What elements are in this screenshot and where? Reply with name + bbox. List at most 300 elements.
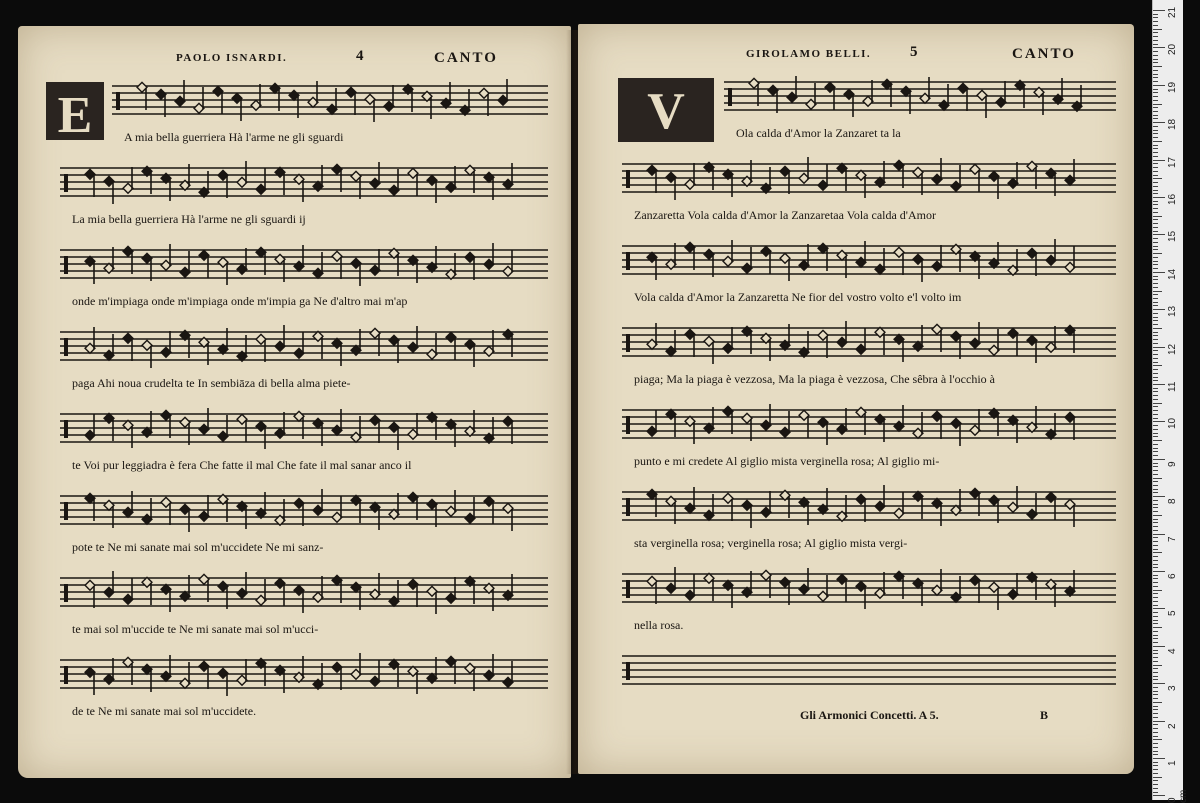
music-note	[484, 243, 494, 269]
music-note	[389, 248, 399, 276]
ruler-minor-tick	[1153, 399, 1158, 400]
music-note	[894, 492, 904, 518]
music-note	[503, 416, 513, 444]
measurement-ruler	[1152, 0, 1189, 803]
music-note	[799, 244, 809, 270]
ruler-tick	[1153, 85, 1165, 86]
music-note	[977, 90, 987, 118]
music-note	[913, 412, 923, 438]
music-note	[384, 85, 394, 111]
music-note	[1046, 579, 1056, 607]
music-note	[370, 573, 380, 599]
ruler-minor-tick	[1153, 283, 1158, 284]
ruler-minor-tick	[1153, 444, 1158, 445]
music-note	[856, 328, 866, 354]
music-note	[1065, 246, 1075, 272]
right-staff	[622, 566, 1116, 610]
music-note	[389, 422, 399, 450]
ruler-minor-tick	[1153, 642, 1158, 643]
left-lyric-line: pote te Ne mi sanate mai sol m'uccidete Ne mi sanz-	[72, 540, 324, 554]
music-note	[742, 413, 752, 441]
ruler-minor-tick	[1153, 328, 1162, 329]
ruler-minor-tick	[1153, 702, 1162, 703]
music-note	[199, 661, 209, 689]
ruler-minor-tick	[1153, 736, 1158, 737]
music-note	[332, 251, 342, 279]
ruler-label: 4	[1167, 648, 1178, 654]
ruler-minor-tick	[1153, 148, 1158, 149]
music-note	[199, 495, 209, 521]
ruler-tick	[1153, 272, 1165, 273]
ruler-tick	[1153, 122, 1165, 123]
right-lyric-line: sta verginella rosa; verginella rosa; Al giglio mista vergi-	[634, 536, 908, 550]
ruler-label: 8	[1167, 498, 1178, 505]
ruler-minor-tick	[1153, 257, 1158, 258]
music-note	[932, 498, 942, 526]
music-note	[913, 491, 923, 519]
clef-icon	[626, 580, 630, 598]
right-lyric-line: piaga; Ma la piaga è vezzosa, Ma la piaga è vezzosa, Che sêbra à l'occhio à	[634, 372, 995, 386]
right-staff	[622, 402, 1116, 446]
music-note	[294, 498, 304, 526]
ruler-minor-tick	[1153, 268, 1158, 269]
right-lyric-line: Zanzaretta Vola calda d'Amor la Zanzaretaa Vola calda d'Amor	[634, 208, 936, 222]
left-header-part: CANTO	[434, 50, 498, 66]
music-note	[332, 409, 342, 435]
music-note	[685, 242, 695, 270]
left-lyric-line: de te Ne mi sanate mai sol m'uccidete.	[72, 704, 257, 718]
ruler-minor-tick	[1153, 261, 1158, 262]
ruler-label: 17	[1167, 156, 1178, 168]
left-dropcap	[46, 82, 104, 144]
ruler-minor-tick	[1153, 279, 1158, 280]
ruler-minor-tick	[1153, 661, 1158, 662]
left-staff	[60, 570, 548, 614]
left-lyric-line: A mia bella guerriera Hà l'arme ne gli sguardi	[124, 130, 344, 144]
music-note	[875, 248, 885, 274]
music-note	[427, 657, 437, 683]
music-note	[799, 497, 809, 525]
ruler-minor-tick	[1153, 59, 1158, 60]
music-note	[723, 327, 733, 353]
ruler-minor-tick	[1153, 489, 1158, 490]
left-header-author: PAOLO ISNARDI.	[176, 52, 288, 64]
music-note	[932, 245, 942, 271]
ruler-minor-tick	[1153, 276, 1158, 277]
ruler-minor-tick	[1153, 391, 1158, 392]
ruler-minor-tick	[1153, 62, 1158, 63]
music-note	[856, 170, 866, 198]
music-note	[408, 579, 418, 607]
ruler-minor-tick	[1153, 717, 1158, 718]
left-lyric-line: te mai sol m'uccide te Ne mi sanate mai sol m'ucci-	[72, 622, 319, 636]
music-note	[351, 329, 361, 355]
music-note	[894, 405, 904, 431]
right-lyric-line: punto e mi credete Al giglio mista verginella rosa; Al giglio mi-	[634, 454, 940, 468]
right-footer-title: Gli Armonici Concetti. A 5.	[800, 708, 939, 722]
left-lyric-line: paga Ahi noua crudelta te In sembiāza di bella alma piete-	[72, 376, 351, 390]
music-note	[465, 663, 475, 691]
ruler-minor-tick	[1153, 100, 1158, 101]
music-note	[218, 668, 228, 696]
ruler-minor-tick	[1153, 657, 1158, 658]
music-note	[237, 248, 247, 274]
ruler-minor-tick	[1153, 324, 1158, 325]
ruler-tick	[1153, 721, 1165, 722]
music-note	[647, 252, 657, 280]
music-note	[389, 580, 399, 606]
ruler-minor-tick	[1153, 44, 1158, 45]
ruler-minor-tick	[1153, 156, 1158, 157]
music-note	[704, 573, 714, 601]
ruler-minor-tick	[1153, 635, 1158, 636]
music-note	[161, 655, 171, 681]
ruler-tick	[1153, 683, 1165, 684]
clef-icon	[626, 252, 630, 270]
ruler-minor-tick	[1153, 104, 1162, 105]
right-staff	[622, 156, 1116, 200]
music-note	[275, 412, 285, 438]
ruler-label: 3	[1167, 685, 1178, 692]
music-note	[742, 571, 752, 597]
music-note	[275, 325, 285, 351]
ruler-minor-tick	[1153, 249, 1158, 250]
music-note	[332, 164, 342, 192]
ruler-minor-tick	[1153, 350, 1158, 351]
ruler-tick	[1153, 534, 1165, 535]
music-note	[123, 491, 133, 517]
ruler-tick	[1153, 384, 1165, 385]
music-note	[761, 491, 771, 517]
ruler-label: 15	[1167, 231, 1178, 243]
music-note	[351, 653, 361, 679]
ruler-minor-tick	[1153, 343, 1158, 344]
music-note	[1065, 159, 1075, 185]
music-note	[275, 665, 285, 693]
ruler-minor-tick	[1153, 238, 1158, 239]
music-note	[856, 494, 866, 522]
music-note	[647, 576, 657, 604]
music-note	[666, 567, 676, 593]
music-note	[685, 329, 695, 357]
ruler-minor-tick	[1153, 32, 1158, 33]
music-note	[85, 414, 95, 440]
music-note	[427, 499, 437, 527]
ruler-tick	[1153, 795, 1165, 796]
ruler-tick	[1153, 421, 1165, 422]
music-note	[1046, 326, 1056, 352]
ruler-minor-tick	[1153, 631, 1158, 632]
ruler-minor-tick	[1153, 724, 1158, 725]
music-note	[313, 576, 323, 602]
music-note	[161, 331, 171, 357]
music-note	[308, 81, 318, 107]
ruler-minor-tick	[1153, 193, 1158, 194]
ruler-minor-tick	[1153, 627, 1162, 628]
music-note	[939, 84, 949, 110]
right-header-page-number: 5	[910, 44, 918, 60]
right-staff	[622, 238, 1116, 282]
ruler-minor-tick	[1153, 709, 1158, 710]
ruler-minor-tick	[1153, 298, 1158, 299]
music-note	[408, 413, 418, 439]
music-note	[161, 410, 171, 438]
music-note	[370, 328, 380, 356]
ruler-minor-tick	[1153, 51, 1158, 52]
music-note	[647, 323, 657, 349]
ruler-minor-tick	[1153, 650, 1158, 651]
ruler-minor-tick	[1153, 448, 1158, 449]
ruler-minor-tick	[1153, 403, 1162, 404]
ruler-minor-tick	[1153, 751, 1158, 752]
ruler-minor-tick	[1153, 14, 1158, 15]
ruler-minor-tick	[1153, 425, 1158, 426]
ruler-minor-tick	[1153, 21, 1158, 22]
ruler-minor-tick	[1153, 175, 1158, 176]
ruler-minor-tick	[1153, 291, 1162, 292]
ruler-tick	[1153, 47, 1165, 48]
music-note	[484, 583, 494, 611]
music-note	[920, 77, 930, 103]
ruler-minor-tick	[1153, 208, 1158, 209]
ruler-minor-tick	[1153, 264, 1158, 265]
ruler-minor-tick	[1153, 111, 1158, 112]
ruler-minor-tick	[1153, 451, 1158, 452]
ruler-minor-tick	[1153, 541, 1158, 542]
music-note	[256, 168, 266, 194]
music-note	[389, 493, 399, 519]
music-note	[294, 332, 304, 358]
left-lyric-line: te Voi pur leggiadra è fera Che fatte il mal Che fate il mal sanar anco il	[72, 458, 412, 472]
ruler-minor-tick	[1153, 335, 1158, 336]
ruler-minor-tick	[1153, 365, 1162, 366]
ruler-minor-tick	[1153, 492, 1158, 493]
ruler-label: 7	[1167, 536, 1178, 542]
ruler-minor-tick	[1153, 623, 1158, 624]
ruler-tick	[1153, 646, 1165, 647]
music-note	[913, 325, 923, 351]
music-note	[1046, 239, 1056, 265]
ruler-minor-tick	[1153, 638, 1158, 639]
music-note	[327, 88, 337, 114]
music-note	[408, 666, 418, 694]
ruler-minor-tick	[1153, 732, 1158, 733]
ruler-minor-tick	[1153, 575, 1158, 576]
music-note	[332, 496, 342, 522]
music-note	[704, 336, 714, 364]
music-note	[647, 165, 657, 193]
ruler-minor-tick	[1153, 305, 1158, 306]
ruler-label: 12	[1167, 343, 1178, 355]
ruler-minor-tick	[1153, 519, 1158, 520]
music-note	[704, 249, 714, 277]
ruler-minor-tick	[1153, 537, 1158, 538]
ruler-minor-tick	[1153, 25, 1158, 26]
music-note	[332, 338, 342, 366]
clef-icon	[626, 498, 630, 516]
music-note	[104, 571, 114, 597]
ruler-minor-tick	[1153, 478, 1162, 479]
clef-icon	[64, 256, 68, 274]
music-note	[199, 574, 209, 602]
music-note	[503, 250, 513, 276]
music-note	[446, 419, 456, 447]
music-note	[498, 79, 508, 105]
ruler-minor-tick	[1153, 242, 1158, 243]
ruler-minor-tick	[1153, 70, 1158, 71]
music-note	[218, 170, 228, 198]
ruler-minor-tick	[1153, 362, 1158, 363]
clef-icon	[64, 584, 68, 602]
ruler-minor-tick	[1153, 227, 1158, 228]
music-note	[104, 334, 114, 360]
ruler-minor-tick	[1153, 223, 1158, 224]
ruler-label: 19	[1167, 81, 1178, 93]
ruler-minor-tick	[1153, 530, 1158, 531]
ruler-minor-tick	[1153, 567, 1158, 568]
ruler-minor-tick	[1153, 556, 1158, 557]
ruler-label: 14	[1167, 268, 1178, 280]
music-note	[970, 251, 980, 279]
ruler-minor-tick	[1153, 190, 1158, 191]
ruler-minor-tick	[1153, 414, 1158, 415]
music-note	[780, 166, 790, 194]
music-note	[685, 416, 695, 444]
ruler-minor-tick	[1153, 597, 1158, 598]
left-staff	[60, 242, 548, 286]
right-staff	[622, 648, 1116, 692]
ruler-minor-tick	[1153, 522, 1158, 523]
ruler-minor-tick	[1153, 77, 1158, 78]
ruler-minor-tick	[1153, 380, 1158, 381]
ruler-label: 11	[1167, 381, 1178, 392]
ruler-minor-tick	[1153, 74, 1158, 75]
ruler-tick	[1153, 608, 1165, 609]
music-note	[1034, 87, 1044, 115]
music-note	[749, 78, 759, 106]
ruler-minor-tick	[1153, 769, 1158, 770]
ruler-label: 21	[1167, 6, 1178, 18]
right-staff	[622, 484, 1116, 528]
ruler-minor-tick	[1153, 780, 1158, 781]
ruler-minor-tick	[1153, 395, 1158, 396]
clef-icon	[626, 170, 630, 188]
ruler-minor-tick	[1153, 564, 1158, 565]
music-note	[503, 163, 513, 189]
music-note	[351, 416, 361, 442]
music-note	[932, 569, 942, 595]
music-note	[958, 83, 968, 111]
left-dropcap-letter: E	[57, 87, 93, 144]
ruler-minor-tick	[1153, 320, 1158, 321]
music-note	[85, 580, 95, 608]
music-note	[104, 413, 114, 441]
ruler-minor-tick	[1153, 455, 1158, 456]
music-note	[251, 84, 261, 110]
music-note	[1027, 572, 1037, 600]
ruler-minor-tick	[1153, 182, 1158, 183]
ruler-minor-tick	[1153, 429, 1158, 430]
music-note	[465, 576, 475, 604]
ruler-label: 20	[1167, 44, 1178, 56]
ruler-tick	[1153, 347, 1165, 348]
ruler-minor-tick	[1153, 246, 1158, 247]
ruler-minor-tick	[1153, 145, 1158, 146]
music-note	[1027, 248, 1037, 276]
ruler-minor-tick	[1153, 616, 1158, 617]
music-note	[123, 167, 133, 193]
ruler-minor-tick	[1153, 130, 1158, 131]
music-note	[370, 249, 380, 275]
ruler-tick	[1153, 309, 1165, 310]
music-note	[351, 171, 361, 199]
ruler-label: 9	[1167, 461, 1178, 467]
music-note	[780, 577, 790, 605]
music-note	[218, 581, 228, 609]
music-note	[294, 245, 304, 271]
music-note	[142, 411, 152, 437]
music-note	[951, 489, 961, 515]
ruler-minor-tick	[1153, 605, 1158, 606]
music-note	[104, 247, 114, 273]
music-note	[685, 574, 695, 600]
music-note	[685, 163, 695, 189]
ruler-minor-tick	[1153, 485, 1158, 486]
music-note	[237, 161, 247, 187]
ruler-minor-tick	[1153, 163, 1158, 164]
ruler-label: 1	[1167, 760, 1178, 766]
ruler-minor-tick	[1153, 354, 1158, 355]
ruler-minor-tick	[1153, 788, 1158, 789]
ruler-minor-tick	[1153, 36, 1158, 37]
ruler-minor-tick	[1153, 777, 1162, 778]
ruler-minor-tick	[1153, 612, 1158, 613]
music-note	[370, 502, 380, 530]
music-note	[742, 326, 752, 354]
ruler-minor-tick	[1153, 582, 1158, 583]
music-note	[370, 415, 380, 443]
music-note	[666, 243, 676, 269]
ruler-minor-tick	[1153, 792, 1158, 793]
right-lyric-line: Vola calda d'Amor la Zanzaretta Ne fior del vostro volto e'l volto im	[634, 290, 962, 304]
music-note	[894, 247, 904, 275]
ruler-tick	[1153, 10, 1165, 11]
music-note	[704, 407, 714, 433]
ruler-minor-tick	[1153, 504, 1158, 505]
ruler-minor-tick	[1153, 653, 1158, 654]
ruler-minor-tick	[1153, 302, 1158, 303]
music-note	[837, 321, 847, 347]
ruler-minor-tick	[1153, 620, 1158, 621]
ruler-minor-tick	[1153, 470, 1158, 471]
ruler-minor-tick	[1153, 167, 1158, 168]
music-note	[913, 254, 923, 282]
ruler-minor-tick	[1153, 466, 1158, 467]
music-note	[156, 89, 166, 117]
music-note	[446, 577, 456, 603]
music-note	[875, 161, 885, 187]
ruler-minor-tick	[1153, 560, 1158, 561]
music-note	[951, 418, 961, 446]
ruler-minor-tick	[1153, 728, 1158, 729]
ruler-minor-tick	[1153, 593, 1158, 594]
ruler-tick	[1153, 758, 1165, 759]
music-note	[346, 87, 356, 115]
ruler-minor-tick	[1153, 511, 1158, 512]
ruler-minor-tick	[1153, 212, 1158, 213]
music-note	[863, 80, 873, 106]
ruler-minor-tick	[1153, 332, 1158, 333]
